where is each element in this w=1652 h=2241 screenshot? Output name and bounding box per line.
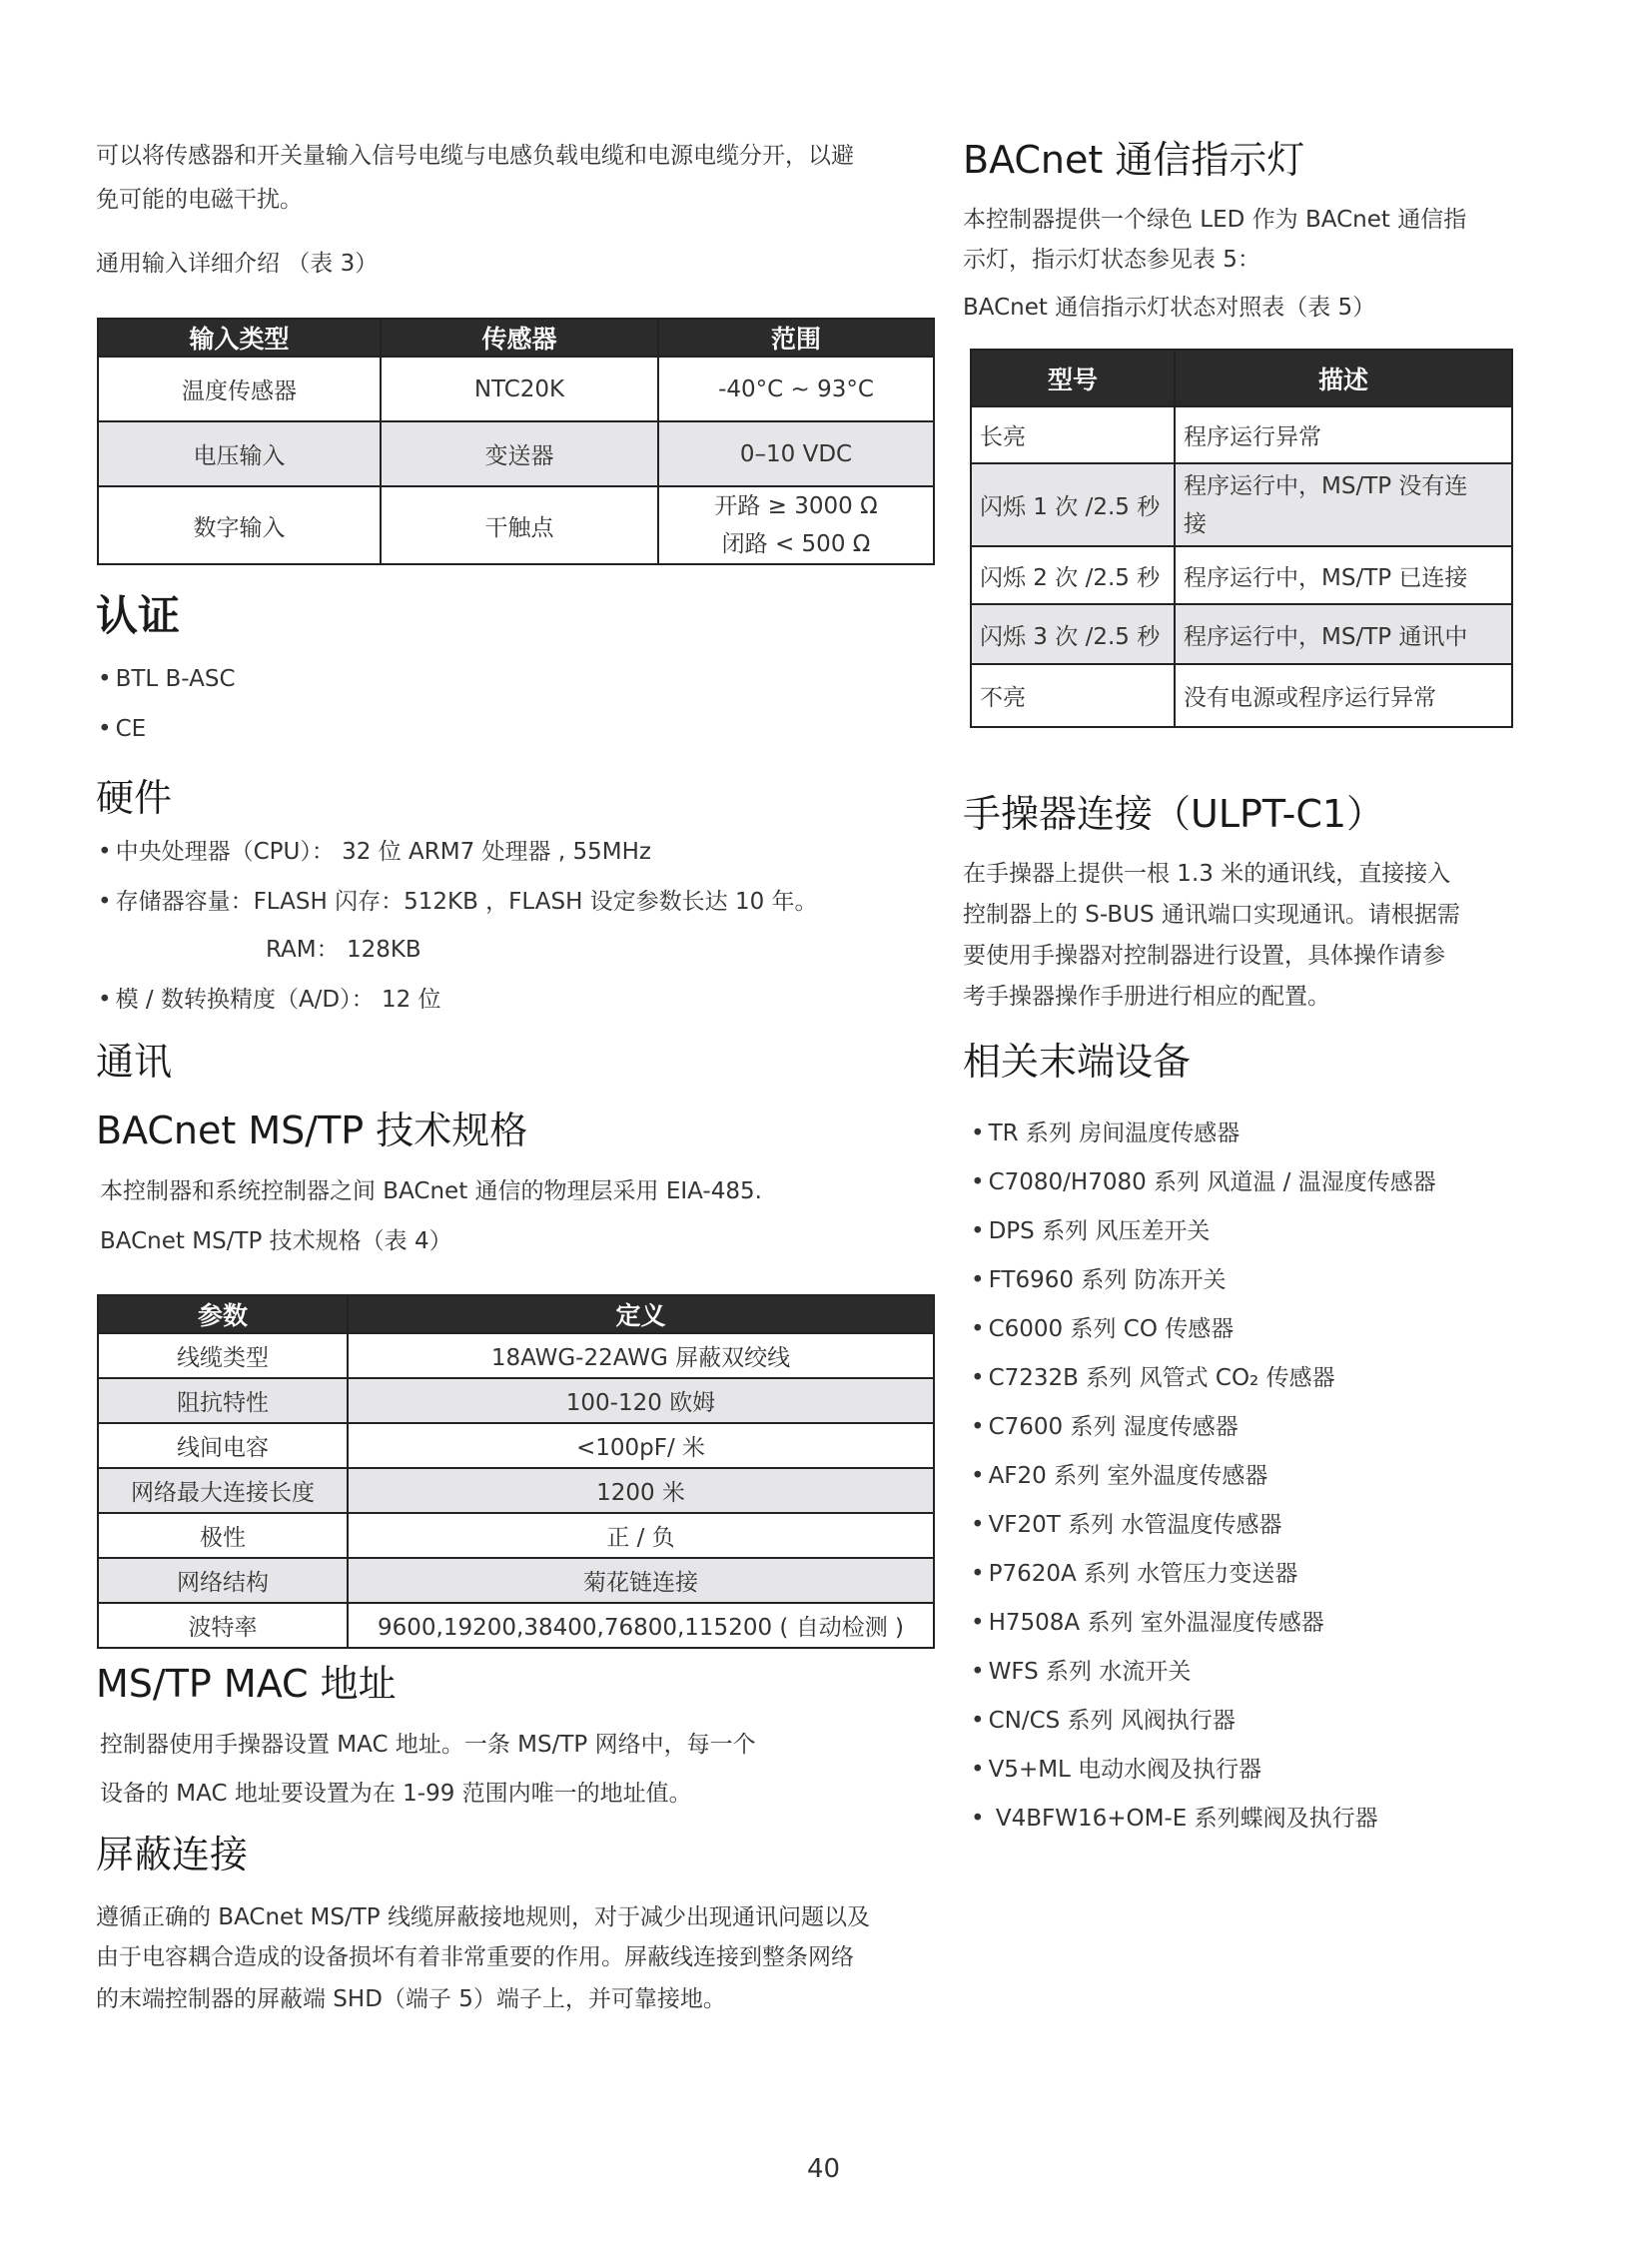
table-row — [971, 664, 1512, 727]
table-led-status — [970, 349, 1513, 728]
table-row — [98, 1603, 934, 1648]
mstp-desc: 本控制器和系统控制器之间 BACnet 通信的物理层采用 EIA-485. — [100, 1178, 762, 1204]
table-row — [971, 604, 1512, 664]
table5-header-model: 型号 — [971, 350, 1175, 406]
table-cell: 极性 — [98, 1513, 348, 1558]
table-mstp-specs — [97, 1294, 935, 1649]
table-cell: 1200 米 — [348, 1468, 934, 1513]
range-open: 开路 ≥ 3000 Ω — [714, 493, 878, 519]
table-row — [98, 421, 934, 486]
table3-header-type: 输入类型 — [98, 319, 381, 357]
device-item: • C7232B 系列 风管式 CO₂ 传感器 — [971, 1364, 1335, 1392]
shield-line-1: 遵循正确的 BACnet MS/TP 线缆屏蔽接地规则，对于减少出现通讯问题以及 — [96, 1904, 870, 1930]
device-item: • DPS 系列 风压差开关 — [971, 1217, 1210, 1245]
table-cell: 电压输入 — [98, 421, 381, 486]
table-row — [98, 1378, 934, 1423]
table-cell: 9600,19200,38400,76800,115200 ( 自动检测 ) — [348, 1603, 934, 1648]
table-row — [971, 463, 1512, 546]
device-item: • AF20 系列 室外温度传感器 — [971, 1462, 1267, 1490]
handheld-line-3: 要使用手操器对控制器进行设置，具体操作请参 — [963, 943, 1445, 969]
table3-caption: 通用输入详细介绍 （表 3） — [96, 251, 379, 277]
mac-line-2: 设备的 MAC 地址要设置为在 1-99 范围内唯一的地址值。 — [100, 1781, 692, 1807]
table-cell: 波特率 — [98, 1603, 348, 1648]
device-item: • V4BFW16+OM-E 系列蝶阀及执行器 — [971, 1805, 1378, 1833]
table-cell: 闪烁 3 次 /2.5 秒 — [971, 604, 1175, 664]
table-cell: -40°C ~ 93°C — [658, 357, 934, 421]
hardware-item: • 模 / 数转换精度（A/D）： 12 位 — [98, 986, 441, 1014]
table-cell: 线缆类型 — [98, 1333, 348, 1378]
hardware-item-ram: RAM： 128KB — [266, 937, 421, 963]
intro-line-1: 可以将传感器和开关量输入信号电缆与电感负载电缆和电源电缆分开，以避 — [96, 143, 854, 169]
table-cell: 变送器 — [381, 421, 658, 486]
table-cell: 100-120 欧姆 — [348, 1378, 934, 1423]
section-title-hardware: 硬件 — [96, 776, 173, 820]
mac-line-1: 控制器使用手操器设置 MAC 地址。一条 MS/TP 网络中，每一个 — [100, 1732, 756, 1758]
hardware-item: • 存储器容量：FLASH 闪存：512KB ，FLASH 设定参数长达 10 年。 — [98, 888, 818, 916]
device-item: • H7508A 系列 室外温湿度传感器 — [971, 1609, 1324, 1637]
table-cell: 闪烁 2 次 /2.5 秒 — [971, 546, 1175, 604]
led-line-2: 示灯，指示灯状态参见表 5： — [963, 247, 1260, 273]
hardware-item: • 中央处理器（CPU）： 32 位 ARM7 处理器 , 55MHz — [98, 838, 651, 866]
handheld-line-1: 在手操器上提供一根 1.3 米的通讯线，直接接入 — [963, 861, 1451, 887]
table-row — [98, 486, 934, 564]
table-cell: 没有电源或程序运行异常 — [1175, 664, 1512, 727]
section-title-cert: 认证 — [96, 591, 181, 640]
table-cell — [1175, 463, 1512, 546]
table-row — [98, 1558, 934, 1603]
page-number: 40 — [807, 2154, 841, 2184]
table5-header-desc: 描述 — [1175, 350, 1512, 406]
table-row — [98, 1423, 934, 1468]
table-cell: 阻抗特性 — [98, 1378, 348, 1423]
section-title-mac: MS/TP MAC 地址 — [96, 1662, 397, 1706]
cell-line: 接 — [1184, 510, 1207, 537]
table-cell — [658, 486, 934, 564]
cert-item: • BTL B-ASC — [98, 665, 236, 693]
device-item: • TR 系列 房间温度传感器 — [971, 1120, 1239, 1147]
table4-header-param: 参数 — [98, 1295, 348, 1333]
table-cell: 干触点 — [381, 486, 658, 564]
device-item: • CN/CS 系列 风阀执行器 — [971, 1707, 1236, 1735]
table-row — [98, 357, 934, 421]
table-cell: 程序运行中，MS/TP 通讯中 — [1175, 604, 1512, 664]
table-row — [98, 1468, 934, 1513]
table5-caption: BACnet 通信指示灯状态对照表（表 5） — [963, 295, 1376, 321]
table-cell: 菊花链连接 — [348, 1558, 934, 1603]
table-cell: 网络最大连接长度 — [98, 1468, 348, 1513]
table3-header-sensor: 传感器 — [381, 319, 658, 357]
table-row — [971, 406, 1512, 463]
device-item: • C7080/H7080 系列 风道温 / 温湿度传感器 — [971, 1168, 1436, 1196]
handheld-line-2: 控制器上的 S-BUS 通讯端口实现通讯。请根据需 — [963, 902, 1460, 928]
table-row — [98, 1333, 934, 1378]
device-item: • P7620A 系列 水管压力变送器 — [971, 1560, 1297, 1588]
table-cell: 长亮 — [971, 406, 1175, 463]
table-cell: 0–10 VDC — [658, 421, 934, 486]
table3-header-range: 范围 — [658, 319, 934, 357]
led-line-1: 本控制器提供一个绿色 LED 作为 BACnet 通信指 — [963, 207, 1467, 233]
device-item: • WFS 系列 水流开关 — [971, 1658, 1191, 1686]
cert-item: • CE — [98, 715, 146, 743]
device-item: • C6000 系列 CO 传感器 — [971, 1315, 1234, 1343]
section-title-led: BACnet 通信指示灯 — [963, 138, 1305, 182]
table-cell: 网络结构 — [98, 1558, 348, 1603]
section-title-handheld: 手操器连接（ULPT-C1） — [963, 792, 1385, 836]
cell-line: 程序运行中，MS/TP 没有连 — [1184, 472, 1468, 499]
device-item: • V5+ML 电动水阀及执行器 — [971, 1756, 1261, 1784]
table-cell: 线间电容 — [98, 1423, 348, 1468]
range-closed: 闭路 < 500 Ω — [721, 531, 871, 557]
table-cell: 程序运行异常 — [1175, 406, 1512, 463]
table-cell: 不亮 — [971, 664, 1175, 727]
section-title-shield: 屏蔽连接 — [96, 1833, 249, 1876]
table4-header-definition: 定义 — [348, 1295, 934, 1333]
table-general-inputs — [97, 318, 935, 565]
table-row — [98, 1513, 934, 1558]
table-cell: 18AWG-22AWG 屏蔽双绞线 — [348, 1333, 934, 1378]
intro-line-2: 免可能的电磁干扰。 — [96, 187, 303, 213]
table-cell: 温度传感器 — [98, 357, 381, 421]
device-item: • VF20T 系列 水管温度传感器 — [971, 1511, 1281, 1539]
table-cell: 闪烁 1 次 /2.5 秒 — [971, 463, 1175, 546]
table4-caption: BACnet MS/TP 技术规格（表 4） — [100, 1228, 452, 1254]
table-cell: 正 / 负 — [348, 1513, 934, 1558]
table-cell: 程序运行中，MS/TP 已连接 — [1175, 546, 1512, 604]
shield-line-3: 的末端控制器的屏蔽端 SHD（端子 5）端子上，并可靠接地。 — [96, 1986, 726, 2012]
table-cell: <100pF/ 米 — [348, 1423, 934, 1468]
table-cell: NTC20K — [381, 357, 658, 421]
section-title-comm: 通讯 — [96, 1040, 173, 1084]
table-row — [971, 546, 1512, 604]
shield-line-2: 由于电容耦合造成的设备损坏有着非常重要的作用。屏蔽线连接到整条网络 — [96, 1944, 854, 1970]
section-title-devices: 相关末端设备 — [963, 1040, 1192, 1084]
device-item: • FT6960 系列 防冻开关 — [971, 1266, 1227, 1294]
device-item: • C7600 系列 湿度传感器 — [971, 1413, 1239, 1441]
section-title-mstp: BACnet MS/TP 技术规格 — [96, 1109, 528, 1152]
table-cell: 数字输入 — [98, 486, 381, 564]
handheld-line-4: 考手操器操作手册进行相应的配置。 — [963, 984, 1330, 1010]
